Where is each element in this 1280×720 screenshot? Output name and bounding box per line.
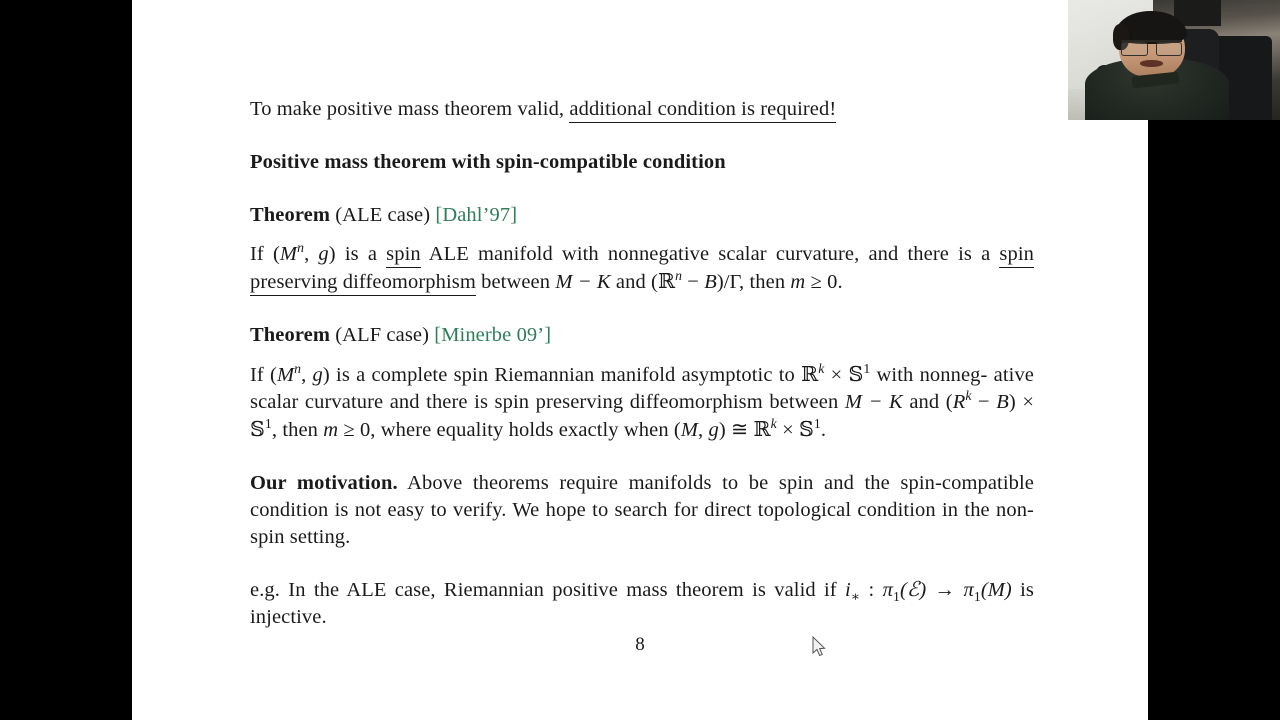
webcam-glasses-left-lens	[1121, 42, 1148, 56]
text-fragment: ,	[698, 419, 709, 441]
math-var-m: m	[790, 271, 806, 293]
intro-statement	[250, 96, 1034, 123]
math-sup-1: 1	[264, 416, 272, 432]
math-sup-k: k	[965, 388, 972, 404]
motivation-paragraph	[250, 470, 1034, 551]
spacer	[250, 551, 1034, 577]
math-var-M: M	[555, 271, 573, 293]
presenter-webcam-overlay[interactable]	[1068, 0, 1280, 120]
intro-prefix: To make positive mass theorem valid,	[250, 98, 570, 120]
math-var-B: B	[996, 391, 1009, 413]
webcam-glasses-right-lens	[1156, 42, 1183, 56]
text-fragment: ) ×	[1008, 391, 1034, 413]
math-var-m: m	[323, 419, 339, 441]
theorem-alf-citation: [Minerbe 09’]	[434, 324, 552, 346]
text-fragment: ALE manifold with nonnegative scalar curvature, and there is a	[420, 243, 991, 265]
spacer	[250, 176, 1034, 202]
theorem-alf-label: Theorem	[250, 324, 331, 346]
math-times: ×	[824, 364, 849, 386]
math-script-E: (ℰ)	[899, 579, 927, 601]
text-fragment: ative scalar curvature and there is spin preserving diffeomorphism between	[250, 364, 1034, 413]
math-sup-1: 1	[863, 361, 871, 377]
slide-content	[250, 96, 1034, 631]
underlined-spin: spin	[386, 243, 421, 268]
math-var-M: M	[276, 364, 295, 386]
text-fragment: ,	[304, 243, 319, 265]
theorem-alf-case: (ALF case)	[330, 324, 435, 346]
math-sup-n: n	[297, 240, 305, 256]
math-var-g: g	[708, 419, 719, 441]
math-var-R: R	[952, 391, 966, 413]
text-fragment: ,	[301, 364, 313, 386]
math-var-M: (M)	[980, 579, 1012, 601]
theorem-ale-case: (ALE case)	[330, 204, 436, 226]
text-fragment: ≥ 0, where equality holds exactly when (	[338, 419, 681, 441]
math-sub-1: 1	[973, 589, 981, 605]
math-var-M: M	[844, 391, 863, 413]
spacer	[250, 123, 1034, 149]
theorem-ale-header	[250, 202, 1034, 229]
theorem-ale-citation: [Dahl’97]	[435, 204, 518, 226]
text-fragment: )/Γ, then	[716, 271, 791, 293]
text-fragment: ) ≅	[718, 419, 754, 441]
underlined-spin-preserving-diffeomorphism: spin preserving diffeomorphism	[250, 243, 1034, 296]
text-fragment: ≥ 0.	[805, 271, 843, 293]
example-paragraph	[250, 577, 1034, 631]
math-minus-K: − K	[572, 271, 611, 293]
theorem-ale-statement	[250, 241, 1034, 296]
math-blackboard-R: ℝ	[801, 362, 819, 386]
math-sub-star: ∗	[850, 589, 861, 605]
slide-page-number: 8	[635, 634, 645, 655]
spacer	[250, 296, 1034, 322]
text-fragment: with nonneg-	[870, 364, 988, 386]
text-fragment: −	[971, 391, 997, 413]
math-times: ×	[776, 419, 799, 441]
math-minus-K: − K	[862, 391, 903, 413]
motivation-text: Above theorems require manifolds to be spin and the spin-compatible condition is not easy to verify. We hope to search for direct topological condition in the non-spin setting.	[250, 472, 1034, 548]
math-sub-1: 1	[892, 589, 900, 605]
theorem-ale-label: Theorem	[250, 204, 331, 226]
math-blackboard-S: 𝕊	[798, 417, 814, 441]
motivation-label: Our motivation.	[250, 472, 398, 494]
math-blackboard-S: 𝕊	[250, 417, 265, 441]
text-fragment: and (	[909, 391, 953, 413]
section-heading: Positive mass theorem with spin-compatible condition	[250, 151, 726, 173]
math-blackboard-S: 𝕊	[848, 362, 864, 386]
text-fragment: :	[860, 579, 883, 601]
math-var-i: i	[845, 579, 851, 601]
math-var-M: M	[680, 419, 699, 441]
presentation-slide	[132, 0, 1148, 720]
math-var-g: g	[312, 364, 323, 386]
spacer	[250, 444, 1034, 470]
math-pi: π	[963, 579, 974, 601]
math-sup-n: n	[675, 268, 683, 284]
webcam-person-glasses	[1121, 40, 1182, 54]
math-sup-k: k	[770, 416, 777, 432]
math-var-B: B	[704, 271, 717, 293]
text-fragment: If (	[250, 243, 280, 265]
math-arrow: →	[926, 579, 964, 601]
math-sup-k: k	[818, 361, 825, 377]
intro-underlined-phrase: additional condition is required!	[569, 98, 836, 123]
text-fragment: between	[475, 271, 556, 293]
text-fragment: , then	[271, 419, 324, 441]
text-fragment: ) is a	[328, 243, 387, 265]
text-fragment: If (	[250, 364, 277, 386]
theorem-alf-statement	[250, 361, 1034, 444]
spacer	[250, 349, 1034, 361]
math-var-g: g	[318, 243, 329, 265]
math-sup-1: 1	[813, 416, 821, 432]
math-var-M: M	[279, 243, 298, 265]
text-fragment: −	[682, 271, 705, 293]
spacer	[250, 229, 1034, 241]
math-sup-n: n	[294, 361, 302, 377]
math-blackboard-R: ℝ	[657, 269, 676, 293]
text-fragment: is injective.	[250, 579, 1034, 628]
text-fragment: ) is a complete spin Riemannian manifold asymptotic to	[322, 364, 802, 386]
math-pi: π	[882, 579, 893, 601]
text-fragment: and (	[610, 271, 658, 293]
text-fragment: e.g. In the ALE case, Riemannian positive mass theorem is valid if	[250, 579, 845, 601]
theorem-alf-header	[250, 322, 1034, 349]
math-blackboard-R: ℝ	[753, 417, 771, 441]
text-fragment: .	[820, 419, 827, 441]
